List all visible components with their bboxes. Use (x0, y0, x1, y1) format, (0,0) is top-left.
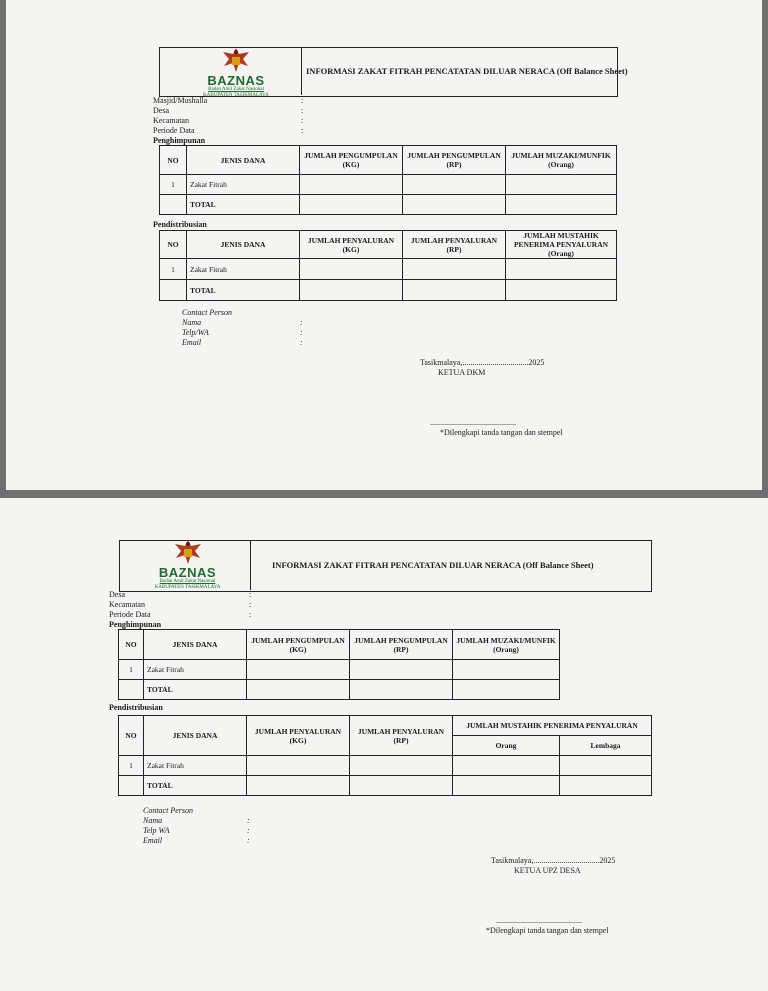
contact-label: Telp WA (143, 826, 170, 835)
cell-jenis: Zakat Fitrah (144, 756, 247, 776)
sign-place-date: Tasikmalaya,.................................2025 (491, 856, 616, 865)
col-header: JUMLAH PENYALURAN (KG) (300, 231, 403, 259)
table-row (119, 756, 652, 776)
cell-input[interactable] (247, 776, 350, 796)
form-sheet-dkm (6, 0, 762, 490)
cell-no: 1 (160, 259, 187, 280)
table-row (160, 175, 617, 195)
table-row (119, 660, 560, 680)
cell-no: 1 (160, 175, 187, 195)
cell-no (119, 680, 144, 700)
col-subheader-lembaga: Lembaga (560, 736, 652, 756)
meta-colon: : (249, 610, 252, 619)
cell-input[interactable] (350, 776, 453, 796)
brand-region: KABUPATEN TASIKMALAYA (203, 93, 269, 98)
col-header: JUMLAH PENGUMPULAN (KG) (300, 146, 403, 175)
meta-colon: : (301, 126, 304, 135)
cell-jenis: TOTAL (144, 680, 247, 700)
cell-jenis: TOTAL (187, 195, 300, 215)
brand-subtitle: Badan Amil Zakat Nasional (208, 87, 264, 92)
table-row (160, 259, 617, 280)
cell-input[interactable] (247, 680, 350, 700)
col-header: JUMLAH PENYALURAN (RP) (350, 716, 453, 756)
meta-colon: : (301, 116, 304, 125)
signature-line: ........................................... (496, 916, 582, 925)
contact-row (182, 338, 303, 348)
cell-no (160, 280, 187, 301)
meta-label: Masjid/Mushalla (153, 96, 208, 105)
table-row (119, 680, 560, 700)
meta-colon: : (249, 600, 252, 609)
contact-colon: : (300, 328, 303, 337)
cell-input[interactable] (300, 259, 403, 280)
contact-heading: Contact Person (182, 308, 232, 317)
meta-row (153, 126, 303, 136)
cell-input[interactable] (247, 660, 350, 680)
col-header: JUMLAH MUZAKI/MUNFIK (Orang) (453, 630, 560, 660)
cell-input[interactable] (560, 776, 652, 796)
col-header: JUMLAH PENGUMPULAN (KG) (247, 630, 350, 660)
brand-region: KABUPATEN TASIKMALAYA (154, 585, 221, 590)
cell-jenis: Zakat Fitrah (144, 660, 247, 680)
baznas-logo (176, 46, 296, 99)
cell-input[interactable] (350, 680, 453, 700)
col-header: NO (160, 146, 187, 175)
brand-name: BAZNAS (207, 73, 265, 88)
contact-block (182, 308, 303, 348)
dist-table (159, 230, 617, 301)
dist-table (118, 715, 652, 796)
contact-label: Email (143, 836, 163, 845)
cell-input[interactable] (350, 660, 453, 680)
cell-input[interactable] (506, 280, 617, 301)
meta-label: Desa (153, 106, 169, 115)
table-header-row (160, 146, 617, 175)
sign-role: KETUA DKM (438, 368, 486, 377)
sign-role: KETUA UPZ DESA (514, 866, 581, 875)
brand-name: BAZNAS (158, 565, 217, 580)
cell-jenis: Zakat Fitrah (187, 175, 300, 195)
sign-note: *Dilengkapi tanda tangan dan stempel (440, 428, 563, 437)
cell-input[interactable] (300, 280, 403, 301)
meta-label: Periode Data (109, 610, 151, 619)
meta-label: Kecamatan (153, 116, 189, 125)
col-header: JENIS DANA (187, 231, 300, 259)
contact-heading: Contact Person (143, 806, 193, 815)
table-row (119, 776, 652, 796)
form-title: INFORMASI ZAKAT FITRAH PENCATATAN DILUAR NERACA (Off Balance Sheet) (306, 66, 628, 76)
sign-note: *Dilengkapi tanda tangan dan stempel (486, 926, 609, 935)
cell-input[interactable] (350, 756, 453, 776)
meta-label: Periode Data (153, 126, 195, 135)
meta-colon: : (301, 106, 304, 115)
cell-input[interactable] (300, 175, 403, 195)
col-header: JUMLAH MUZAKI/MUNFIK (Orang) (506, 146, 617, 175)
cell-input[interactable] (403, 259, 506, 280)
contact-label: Telp/WA (182, 328, 209, 337)
contact-row (143, 816, 250, 826)
collect-table (159, 145, 617, 215)
meta-row (109, 610, 251, 620)
cell-no: 1 (119, 756, 144, 776)
cell-no (160, 195, 187, 215)
cell-input[interactable] (506, 175, 617, 195)
contact-colon: : (247, 826, 250, 835)
garuda-icon (173, 538, 203, 566)
section-collect-title: Penghimpunan (153, 136, 206, 145)
cell-input[interactable] (560, 756, 652, 776)
contact-label: Nama (143, 816, 163, 825)
table-row (160, 280, 617, 301)
header-divider (301, 47, 302, 95)
col-header: NO (119, 716, 144, 756)
col-header: JUMLAH PENYALURAN (RP) (403, 231, 506, 259)
col-header: JUMLAH PENGUMPULAN (RP) (350, 630, 453, 660)
meta-row (109, 590, 251, 600)
table-header-row (160, 231, 617, 259)
meta-row (153, 116, 303, 126)
brand-subtitle: Badan Amil Zakat Nasional (159, 579, 216, 584)
section-dist-title: Pendistribusian (153, 220, 207, 229)
cell-no (119, 776, 144, 796)
contact-colon: : (300, 318, 303, 327)
contact-label: Email (182, 338, 202, 347)
meta-row (109, 600, 251, 610)
contact-row (182, 318, 303, 328)
meta-label: Desa (109, 590, 125, 599)
cell-input[interactable] (403, 195, 506, 215)
cell-input[interactable] (506, 259, 617, 280)
contact-colon: : (247, 836, 250, 845)
contact-row (182, 328, 303, 338)
section-dist-title: Pendistribusian (109, 703, 163, 712)
meta-colon: : (301, 96, 304, 105)
cell-jenis: Zakat Fitrah (187, 259, 300, 280)
col-subheader-orang: Orang (453, 736, 560, 756)
col-header: JUMLAH PENYALURAN (KG) (247, 716, 350, 756)
meta-colon: : (249, 590, 252, 599)
cell-input[interactable] (403, 175, 506, 195)
cell-jenis: TOTAL (144, 776, 247, 796)
meta-block (109, 590, 251, 620)
contact-row (143, 826, 250, 836)
section-collect-title: Penghimpunan (109, 620, 162, 629)
cell-no: 1 (119, 660, 144, 680)
cell-input[interactable] (453, 680, 560, 700)
meta-row (153, 106, 303, 116)
cell-input[interactable] (403, 280, 506, 301)
col-header: NO (160, 231, 187, 259)
cell-input[interactable] (506, 195, 617, 215)
sign-place-date: Tasikmalaya,.................................2025 (420, 358, 545, 367)
col-header: NO (119, 630, 144, 660)
table-header-row (119, 716, 652, 736)
col-header: JUMLAH MUSTAHIK PENERIMA PENYALURAN (Orang) (506, 231, 617, 259)
meta-row (153, 96, 303, 106)
cell-input[interactable] (453, 756, 560, 776)
col-header: JUMLAH PENGUMPULAN (RP) (403, 146, 506, 175)
cell-jenis: TOTAL (187, 280, 300, 301)
collect-table (118, 629, 560, 700)
contact-colon: : (247, 816, 250, 825)
contact-colon: : (300, 338, 303, 347)
col-header: JENIS DANA (187, 146, 300, 175)
cell-input[interactable] (453, 660, 560, 680)
table-row (160, 195, 617, 215)
baznas-logo (130, 538, 245, 591)
form-title: INFORMASI ZAKAT FITRAH PENCATATAN DILUAR NERACA (Off Balance Sheet) (272, 560, 594, 570)
col-header: JENIS DANA (144, 716, 247, 756)
contact-row (143, 836, 250, 846)
header-divider (250, 540, 251, 590)
cell-input[interactable] (453, 776, 560, 796)
col-header: JENIS DANA (144, 630, 247, 660)
table-header-row (119, 630, 560, 660)
form-sheet-upz (0, 498, 768, 991)
meta-block (153, 96, 303, 136)
meta-label: Kecamatan (109, 600, 145, 609)
contact-label: Nama (182, 318, 202, 327)
signature-line: ........................................... (430, 418, 516, 427)
cell-input[interactable] (300, 195, 403, 215)
contact-block (143, 806, 250, 846)
cell-input[interactable] (247, 756, 350, 776)
col-header: JUMLAH MUSTAHIK PENERIMA PENYALURAN (453, 716, 652, 736)
garuda-icon (221, 46, 251, 74)
